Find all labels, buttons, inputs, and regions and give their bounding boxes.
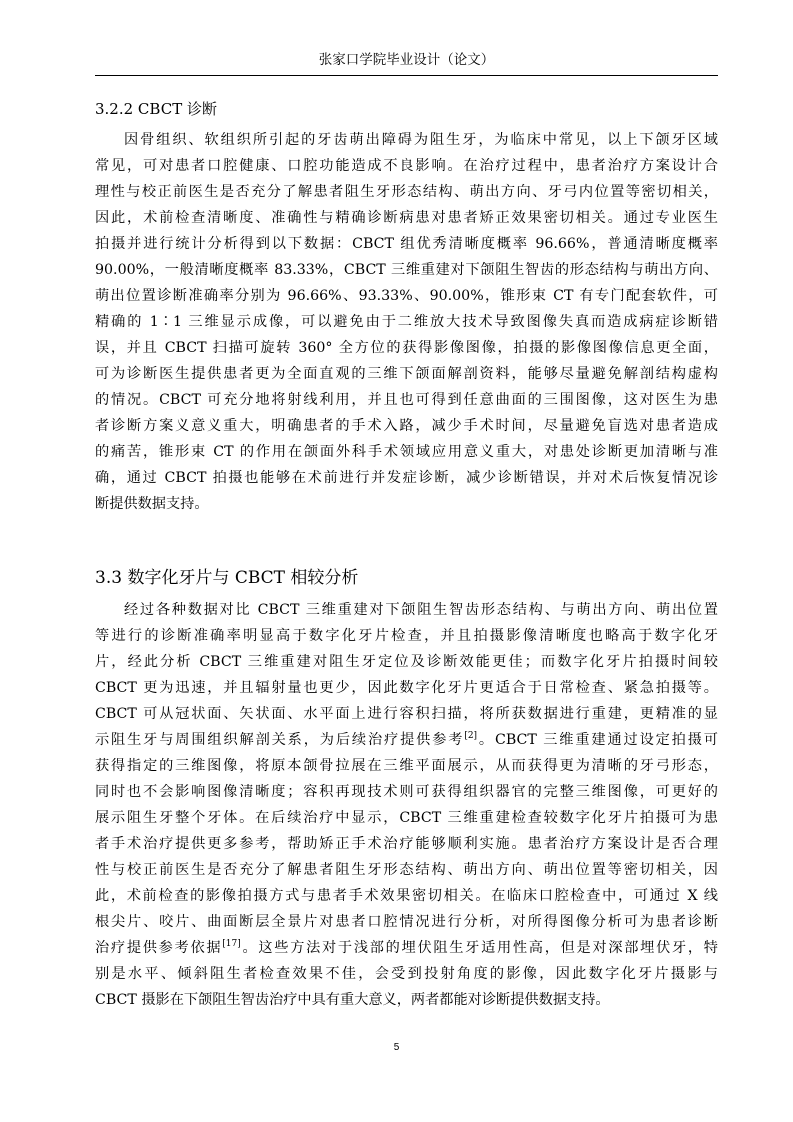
section-heading-3-2-2: 3.2.2 CBCT 诊断: [95, 100, 217, 118]
paragraph-line: 经过各种数据对比 CBCT 三维重建对下颌阻生智齿形态结构、与萌出方向、萌出位置: [124, 602, 718, 618]
citation-ref[interactable]: [2]: [464, 731, 478, 741]
line-text: 。这些方法对于浅部的埋伏阻生牙适用性高，但是对深部埋伏牙，特: [240, 940, 718, 956]
paragraph-line: 别是水平、倾斜阻生者检查效果不佳，会受到投射角度的影像，因此数字化牙片摄影与: [95, 966, 718, 982]
paragraph-line: CBCT 摄影在下颌阻生智齿治疗中具有重大意义，两者都能对诊断提供数据支持。: [95, 992, 610, 1008]
citation-ref[interactable]: [17]: [222, 939, 241, 949]
paragraph-cbct-diagnosis: [95, 127, 718, 517]
paragraph-line: 理性与校正前医生是否充分了解患者阻生牙形态结构、萌出方向、牙弓内位置等密切相关，: [95, 184, 718, 200]
paragraph-line: 根尖片、咬片、曲面断层全景片对患者口腔情况进行分析，对所得图像分析可为患者诊断: [95, 914, 718, 930]
paragraph-line: 性与校正前医生是否充分了解患者阻生牙形态结构、萌出方向、萌出位置等密切相关，因: [95, 862, 718, 878]
paragraph-line: 断提供数据支持。: [95, 496, 209, 512]
paragraph-line: CBCT 更为迅速，并且辐射量也更少，因此数字化牙片更适合于日常检查、紧急拍摄等。: [95, 680, 718, 696]
paragraph-line: [95, 935, 718, 961]
running-header: 张家口学院毕业设计（论文）: [318, 52, 495, 68]
paragraph-line: 的情况。CBCT 可充分地将射线利用，并且也可得到任意曲面的三围图像，这对医生为患: [95, 392, 718, 408]
paragraph-line: 误，并且 CBCT 扫描可旋转 360° 全方位的获得影像图像，拍摄的影像图像信息更全面，: [95, 340, 718, 356]
paragraph-line: 拍摄并进行统计分析得到以下数据：CBCT 组优秀清晰度概率 96.66%，普通清晰度概率: [95, 236, 718, 252]
paragraph-line: 同时也不会影响图像清晰度；容积再现技术则可获得组织器官的完整三维图像，可更好的: [95, 784, 718, 800]
paragraph-line: 因骨组织、软组织所引起的牙齿萌出障碍为阻生牙，为临床中常见，以上下颌牙区域: [124, 132, 718, 148]
paragraph-line: 者手术治疗提供更多参考，帮助矫正手术治疗能够顺利实施。患者治疗方案设计是否合理: [95, 836, 718, 852]
paragraph-line: 90.00%，一般清晰度概率 83.33%，CBCT 三维重建对下颌阻生智齿的形态结构与萌出方向、: [95, 262, 718, 278]
section-heading-3-3: 3.3 数字化牙片与 CBCT 相较分析: [95, 568, 359, 588]
page-number: 5: [393, 1042, 400, 1053]
paragraph-line: 常见，可对患者口腔健康、口腔功能造成不良影响。在治疗过程中，患者治疗方案设计合: [95, 158, 718, 174]
line-text: 示阻生牙与周围组织解剖关系，为后续治疗提供参考: [95, 732, 465, 748]
paragraph-line: 展示阻生牙整个牙体。在后续治疗中显示，CBCT 三维重建检查较数字化牙片拍摄可为患: [95, 810, 718, 826]
paragraph-line: 精确的 1∶1 三维显示成像，可以避免由于二维放大技术导致图像失真而造成病症诊断错: [95, 314, 718, 330]
line-text: 。CBCT 三维重建通过设定拍摄可: [477, 732, 718, 748]
paragraph-line: 确，通过 CBCT 拍摄也能够在术前进行并发症诊断，减少诊断错误，并对术后恢复情况诊: [95, 470, 718, 486]
paragraph-line: 获得指定的三维图像，将原本颌骨拉展在三维平面展示，从而获得更为清晰的牙弓形态，: [95, 758, 718, 774]
line-text: 治疗提供参考依据: [95, 940, 223, 956]
header-rule: [95, 75, 718, 76]
paragraph-line: 片，经此分析 CBCT 三维重建对阻生牙定位及诊断效能更佳；而数字化牙片拍摄时间较: [95, 654, 718, 670]
paragraph-line: 者诊断方案义意义重大，明确患者的手术入路，减少手术时间，尽量避免盲选对患者造成: [95, 418, 718, 434]
paragraph-line: 此，术前检查的影像拍摄方式与患者手术效果密切相关。在临床口腔检查中，可通过 X 线: [95, 888, 718, 904]
paragraph-line: CBCT 可从冠状面、矢状面、水平面上进行容积扫描，将所获数据进行重建，更精准的显: [95, 706, 718, 722]
paragraph-line: 因此，术前检查清晰度、准确性与精确诊断病患对患者矫正效果密切相关。通过专业医生: [95, 210, 718, 226]
paragraph-comparison: [95, 597, 718, 1013]
paragraph-line: 可为诊断医生提供患者更为全面直观的三维下颌面解剖资料，能够尽量避免解剖结构虚构: [95, 366, 718, 382]
paragraph-line: [95, 727, 718, 753]
paragraph-line: 萌出位置诊断准确率分别为 96.66%、93.33%、90.00%，锥形束 CT 有专门配套软件，可: [95, 288, 718, 304]
paragraph-line: 等进行的诊断准确率明显高于数字化牙片检查，并且拍摄影像清晰度也略高于数字化牙: [95, 628, 718, 644]
paragraph-line: 的痛苦，锥形束 CT 的作用在颌面外科手术领域应用意义重大，对患处诊断更加清晰与准: [95, 444, 718, 460]
